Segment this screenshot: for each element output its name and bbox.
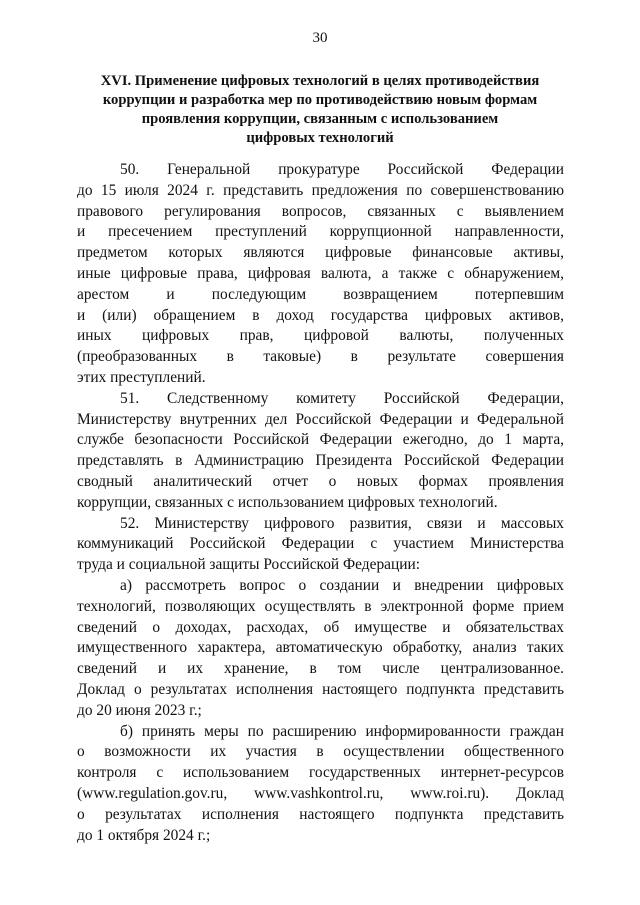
- text-line: службе безопасности Российской Федерации ежегодно, до 1 марта,: [77, 431, 564, 449]
- text-line: Министерству внутренних дел Российской Федерации и Федеральной: [77, 410, 564, 428]
- text-line: коммуникаций Российской Федерации с участием Министерства: [77, 535, 564, 553]
- paragraph-item-52-b: [77, 722, 564, 847]
- text-line: а) рассмотреть вопрос о создании и внедрении цифровых: [120, 576, 564, 594]
- text-line: представлять в Администрацию Президента Российской Федерации: [77, 452, 564, 470]
- text-line: сводный аналитический отчет о новых формах проявления: [77, 472, 564, 490]
- text-line: б) принять меры по расширению информированности граждан: [120, 722, 564, 740]
- text-line: и пресечением преступлений коррупционной направленности,: [77, 223, 564, 241]
- text-line: иных цифровых прав, цифровой валюты, полученных: [77, 327, 564, 345]
- text-line: до 15 июля 2024 г. представить предложения по совершенствованию: [77, 181, 564, 199]
- text-line: и (или) обращением в доход государства цифровых активов,: [77, 306, 564, 324]
- text-line: (www.regulation.gov.ru, www.vashkontrol.ru, www.roi.ru). Доклад: [77, 784, 564, 802]
- paragraph-item-51: [77, 389, 564, 514]
- paragraph-item-50: [77, 160, 564, 389]
- text-line: 51. Следственному комитету Российской Федерации,: [120, 389, 564, 407]
- text-line: правового регулирования вопросов, связанных с выявлением: [77, 202, 564, 220]
- text-line: до 1 октября 2024 г.;: [77, 826, 211, 844]
- section-heading: [60, 72, 580, 148]
- paragraph-item-52-a: [77, 576, 564, 722]
- text-line: до 20 июня 2023 г.;: [77, 701, 202, 719]
- section-heading-line: проявления коррупции, связанным с использованием: [141, 111, 499, 127]
- document-body: [77, 160, 564, 846]
- text-line: технологий, позволяющих осуществлять в электронной форме прием: [77, 597, 564, 615]
- text-line: сведений и их хранение, в том числе централизованное.: [77, 660, 564, 678]
- text-line: о результатах исполнения настоящего подпункта представить: [77, 805, 564, 823]
- text-line: (преобразованных в таковые) в результате совершения: [77, 348, 564, 366]
- text-line: этих преступлений.: [77, 368, 206, 386]
- text-line: арестом и последующим возвращением потерпевшим: [77, 285, 564, 303]
- text-line: предметом которых являются цифровые финансовые активы,: [77, 244, 564, 262]
- section-heading-line: XVI. Применение цифровых технологий в целях противодействия: [100, 73, 540, 89]
- section-heading-line: цифровых технологий: [246, 130, 394, 146]
- text-line: 50. Генеральной прокуратуре Российской Федерации: [120, 161, 564, 178]
- text-line: 52. Министерству цифрового развития, связи и массовых: [120, 514, 564, 532]
- text-line: о возможности их участия в осуществлении общественного: [77, 743, 564, 761]
- text-line: труда и социальной защиты Российской Федерации:: [77, 556, 420, 574]
- text-line: контроля с использованием государственных интернет-ресурсов: [77, 764, 564, 782]
- text-line: Доклад о результатах исполнения настоящего подпункта представить: [77, 680, 564, 698]
- text-line: коррупции, связанных с использованием цифровых технологий.: [77, 493, 498, 511]
- text-line: имущественного характера, автоматическую обработку, анализ таких: [77, 639, 564, 657]
- text-line: сведений о доходах, расходах, об имуществе и обязательствах: [77, 618, 564, 636]
- page-number: 30: [312, 30, 328, 46]
- paragraph-item-52: [77, 514, 564, 576]
- section-heading-line: коррупции и разработка мер по противодействию новым формам: [102, 92, 538, 108]
- text-line: иные цифровые права, цифровая валюта, а также с обнаружением,: [77, 264, 564, 282]
